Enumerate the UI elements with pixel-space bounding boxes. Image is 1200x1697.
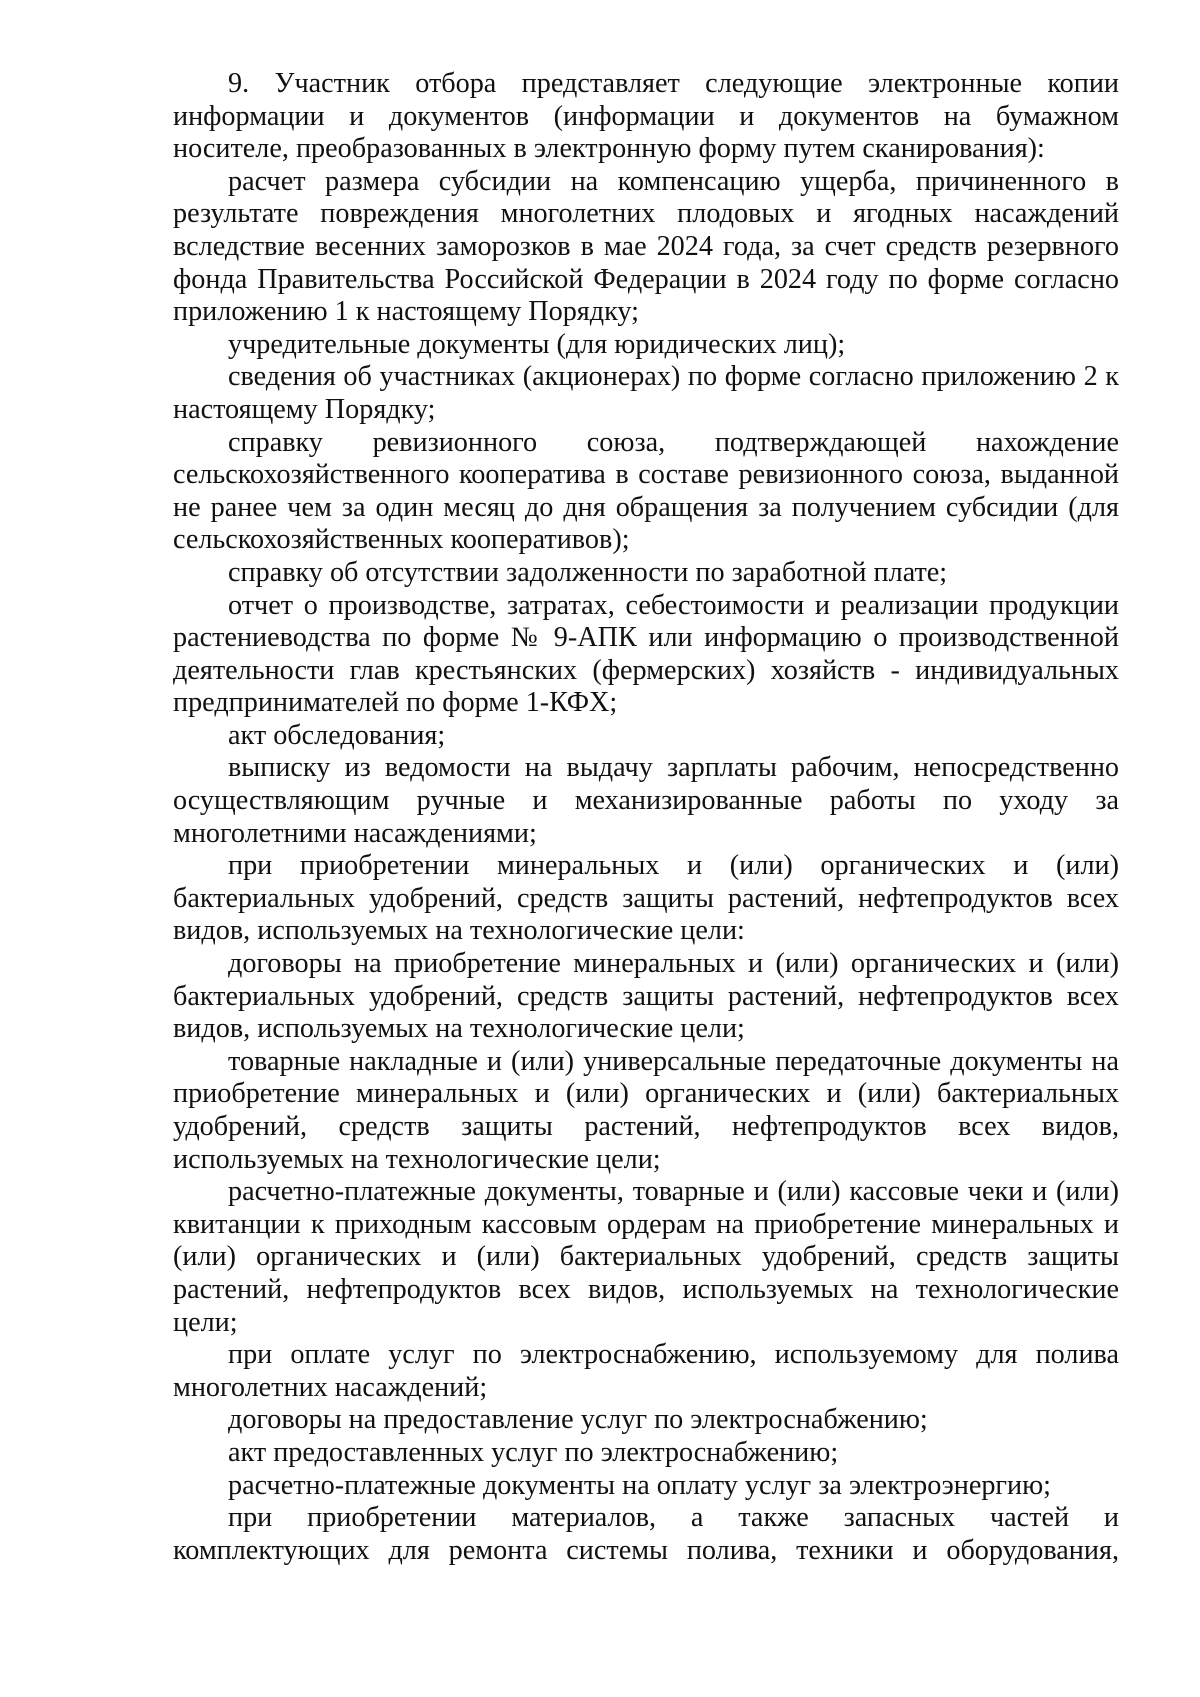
paragraph-founding-documents: учредительные документы (для юридических лиц);: [228, 328, 846, 360]
paragraph-salary-debt-certificate: справку об отсутствии задолженности по заработной плате;: [228, 556, 948, 588]
paragraph-waybills: товарные накладные и (или) универсальные передаточные документы на приобретение минеральных и (или) органических и (или) бактериальных удобрений, средств защиты растений, нефтепродуктов всех видов, используемых на технологические цели;: [173, 1045, 1119, 1175]
paragraph-inspection-act: акт обследования;: [228, 719, 446, 751]
paragraph-fertilizer-purchase: при приобретении минеральных и (или) органических и (или) бактериальных удобрений, средств защиты растений, нефтепродуктов всех видов, используемых на технологические цели:: [173, 850, 1119, 947]
paragraph-electricity-contracts: договоры на предоставление услуг по электроснабжению;: [228, 1404, 928, 1436]
paragraph-item-9-intro: 9. Участник отбора представляет следующие электронные копии информации и документов (информации и документов на бумажном носителе, преобразованных в электронную форму путем сканирования):: [173, 68, 1119, 165]
paragraph-materials-purchase: при приобретении материалов, а также запасных частей и комплектующих для ремонта системы полива, техники и оборудования,: [173, 1502, 1119, 1566]
document-page: [173, 68, 1119, 1567]
paragraph-audit-union-certificate: справку ревизионного союза, подтверждающей нахождение сельскохозяйственного кооператива в составе ревизионного союза, выданной не ранее чем за один месяц до дня обращения за получением субсидии (для сельскохозяйственных кооперативов);: [173, 426, 1119, 556]
paragraph-subsidy-calculation: расчет размера субсидии на компенсацию ущерба, причиненного в результате повреждения многолетних плодовых и ягодных насаждений вследствие весенних заморозков в мае 2024 года, за счет средств резервного фонда Правительства Российской Федерации в 2024 году по форме согласно приложению 1 к настоящему Порядку;: [173, 165, 1119, 328]
paragraph-payroll-extract: выписку из ведомости на выдачу зарплаты рабочим, непосредственно осуществляющим ручные и механизированные работы по уходу за многолетними насаждениями;: [173, 752, 1119, 849]
paragraph-production-report: отчет о производстве, затратах, себестоимости и реализации продукции растениеводства по форме № 9-АПК или информацию о производственной деятельности глав крестьянских (фермерских) хозяйств - индивидуальных предпринимателей по форме 1-КФХ;: [173, 589, 1119, 719]
paragraph-payment-documents: расчетно-платежные документы, товарные и (или) кассовые чеки и (или) квитанции к приходным кассовым ордерам на приобретение минеральных и (или) органических и (или) бактериальных удобрений, средств защиты растений, нефтепродуктов всех видов, используемых на технологические цели;: [173, 1176, 1119, 1338]
paragraph-electricity-payment-documents: расчетно-платежные документы на оплату услуг за электроэнергию;: [228, 1469, 1051, 1501]
paragraph-shareholders-info: сведения об участниках (акционерах) по форме согласно приложению 2 к настоящему Порядку;: [173, 361, 1119, 425]
paragraph-electricity-payment: при оплате услуг по электроснабжению, используемому для полива многолетних насаждений;: [173, 1339, 1119, 1403]
paragraph-electricity-act: акт предоставленных услуг по электроснабжению;: [228, 1436, 839, 1468]
paragraph-purchase-contracts: договоры на приобретение минеральных и (или) органических и (или) бактериальных удобрений, средств защиты растений, нефтепродуктов всех видов, используемых на технологические цели;: [173, 948, 1119, 1045]
